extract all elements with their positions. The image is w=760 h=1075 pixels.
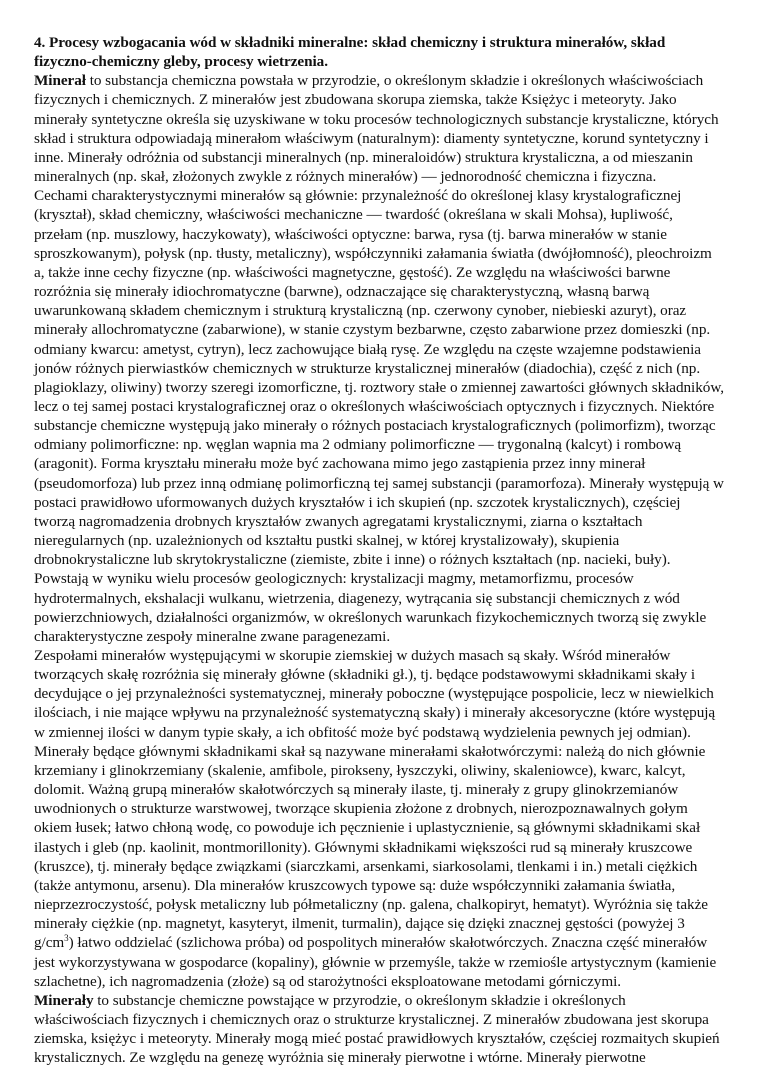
section-heading: 4. Procesy wzbogacania wód w składniki mineralne: skład chemiczny i struktura minerałów, skład fizyczno-chemiczny gleby, procesy wietrzenia. xyxy=(34,34,666,71)
paragraph-text: to substancje chemiczne powstające w przyrodzie, o określonym składzie i określonych właściwościach fizycznych i chemicznych oraz o strukturze krystalicznej. Z minerałów zbudowana jest skorupa ziemska, księżyc i meteoryty. Minerały mogą mieć postać prawidłowych kryształów, częściej rozmaitych skupień krystalicznych. Ze względu na genezę wyróżnia się minerały pierwotne i wtórne. Minerały pierwotne xyxy=(34,991,720,1067)
paragraph-text: to substancja chemiczna powstała w przyrodzie, o określonym składzie i określonych właściwościach fizycznych i chemicznych. Z minerałów jest zbudowana skorupa ziemska, także Księżyc i meteoryty. Jako minerały syntetyczne określa się uzyskiwane w toku procesów technologicznych substancje krystaliczne, których skład i struktura odpowiadają minerałom właściwym (naturalnym): diamenty syntetyczne, korund syntetyczny i inne. Minerały odróżnia od substancji mineralnych (np. mineraloidów) struktura krystaliczna, a od mieszanin mineralnych (np. skał, złożonych zwykle z różnych minerałów) — jednorodność chemiczna i fizyczna. xyxy=(34,72,719,186)
paragraph-mineral-definition xyxy=(34,71,724,186)
paragraph-text-continued: ) łatwo oddzielać (szlichowa próba) od pospolitych minerałów skałotwórczych. Znaczna część minerałów jest wykorzystywana w gospodarce (kopaliny), głównie w przemyśle, także w rzemiośle artystycznym (kamienie szlachetne), ich nagromadzenia (złoże) są od starożytności eksploatowane metodami górniczymi. xyxy=(34,934,717,990)
paragraph-minerals-summary xyxy=(34,991,724,1068)
document-page xyxy=(34,33,724,1067)
paragraph-text: Zespołami minerałów występującymi w skorupie ziemskiej w dużych masach są skały. Wśród minerałów tworzących skałę rozróżnia się minerały główne (składniki gł.), tj. będące podstawowymi składnikami skały i decydujące o jej przynależności systematycznej, minerały poboczne (występujące pospolicie, lecz w niewielkich ilościach, i nie mające wpływu na przynależność systematyczną skały) i minerały akcesoryczne (które występują w zmiennej ilości w danym typie skały, a ich obfitość może być podstawą wydzielenia pewnych jej odmian). Minerały będące głównymi składnikami skał są nazywane minerałami skałotwórczymi: należą do nich głównie krzemiany i glinokrzemiany (skalenie, amfibole, pirokseny, łyszczyki, oliwiny, skaleniowce), kwarc, kalcyt, dolomit. Ważną grupą minerałów skałotwórczych są minerały ilaste, tj. minerały z grupy glinokrzemianów uwodnionych o strukturze warstwowej, tworzące skupienia złożone z drobnych, nierozpoznawalnych gołym okiem łusek; łatwo chłoną wodę, co powoduje ich pęcznienie i uplastycznienie, są głównymi składnikami skał ilastych i gleb (np. kaolinit, montmorillonity). Głównymi składnikami większości rud są minerały kruszcowe (kruszce), tj. minerały będące związkami (siarczkami, arsenkami, siarkosolami, tlenkami i in.) metali ciężkich (także antymonu, arsenu). Dla minerałów kruszcowych typowe są: duże współczynniki załamania światła, nieprzezroczystość, połysk metaliczny lub półmetaliczny (np. galena, chalkopiryt, hematyt). Wyróżnia się także minerały ciężkie (np. magnetyt, kasyteryt, ilmenit, turmalin), dające się dzięki znacznej gęstości (powyżej 3 g/cm xyxy=(34,647,716,952)
term-minerals: Minerały xyxy=(34,991,94,1009)
paragraph-rock-minerals xyxy=(34,646,724,991)
term-mineral: Minerał xyxy=(34,72,86,90)
paragraph-mineral-characteristics: Cechami charakterystycznymi minerałów są głównie: przynależność do określonej klasy krystalograficznej (kryształ), skład chemiczny, właściwości mechaniczne — twardość (określana w skali Mohsa), łupliwość, przełam (np. muszlowy, haczykowaty), właściwości optyczne: barwa, rysa (tj. barwa minerałów w stanie sproszkowanym), połysk (np. tłusty, metaliczny), współczynniki załamania światła (dwójłomność), pleochroizm a, także inne cechy fizyczne (np. właściwości magnetyczne, gęstość). Ze względu na właściwości barwne rozróżnia się minerały idiochromatyczne (barwne), odznaczające się charakterystyczną, własną barwą uwarunkowaną składem chemicznym i strukturą krystaliczną (np. czerwony cynober, niebieski azuryt), oraz minerały allochromatyczne (zabarwione), w stanie czystym bezbarwne, często zabarwione przez domieszki (np. odmiany kwarcu: ametyst, cytryn), lecz zachowujące białą rysę. Ze względu na częste wzajemne podstawienia jonów różnych pierwiastków chemicznych w strukturze krystalicznej minerałów (diadochia), część z nich (np. plagioklazy, oliwiny) tworzy szeregi izomorficzne, tj. roztwory stałe o zmiennej zawartości głównych składników, lecz o tej samej postaci krystalograficznej oraz o określonych właściwościach optycznych i fizycznych. Niektóre substancje chemiczne występują jako minerały o różnych postaciach krystalograficznych (polimorfizm), tworząc odmiany polimorficzne: np. węglan wapnia ma 2 odmiany polimorficzne — trygonalną (kalcyt) i rombową (aragonit). Forma kryształu minerału może być zachowana mimo jego zastąpienia przez inny minerał (pseudomorfoza) lub przez inną odmianę polimorficzną tej samej substancji (paramorfoza). Minerały występują w postaci prawidłowo uformowanych dużych kryształów i ich skupień (np. szczotek krystalicznych), częściej tworzą nagromadzenia drobnych kryształów zwanych agregatami krystalicznymi, ziarna o kształtach nieregularnych (np. uzależnionych od kształtu pustki skalnej, w której krystalizowały), skupienia drobnokrystaliczne lub skrytokrystaliczne (ziemiste, zbite i inne) o różnych kształtach (np. nacieki, buły). Powstają w wyniku wielu procesów geologicznych: krystalizacji magmy, metamorfizmu, procesów hydrotermalnych, ekshalacji wulkanu, wietrzenia, diagenezy, wytrącania się substancji chemicznych z wód powierzchniowych, działalności organizmów, w określonych warunkach fizykochemicznych tworzą się zwykle charakterystyczne zespoły mineralne zwane paragenezami. xyxy=(34,187,724,645)
superscript-exponent: 3 xyxy=(64,933,69,944)
